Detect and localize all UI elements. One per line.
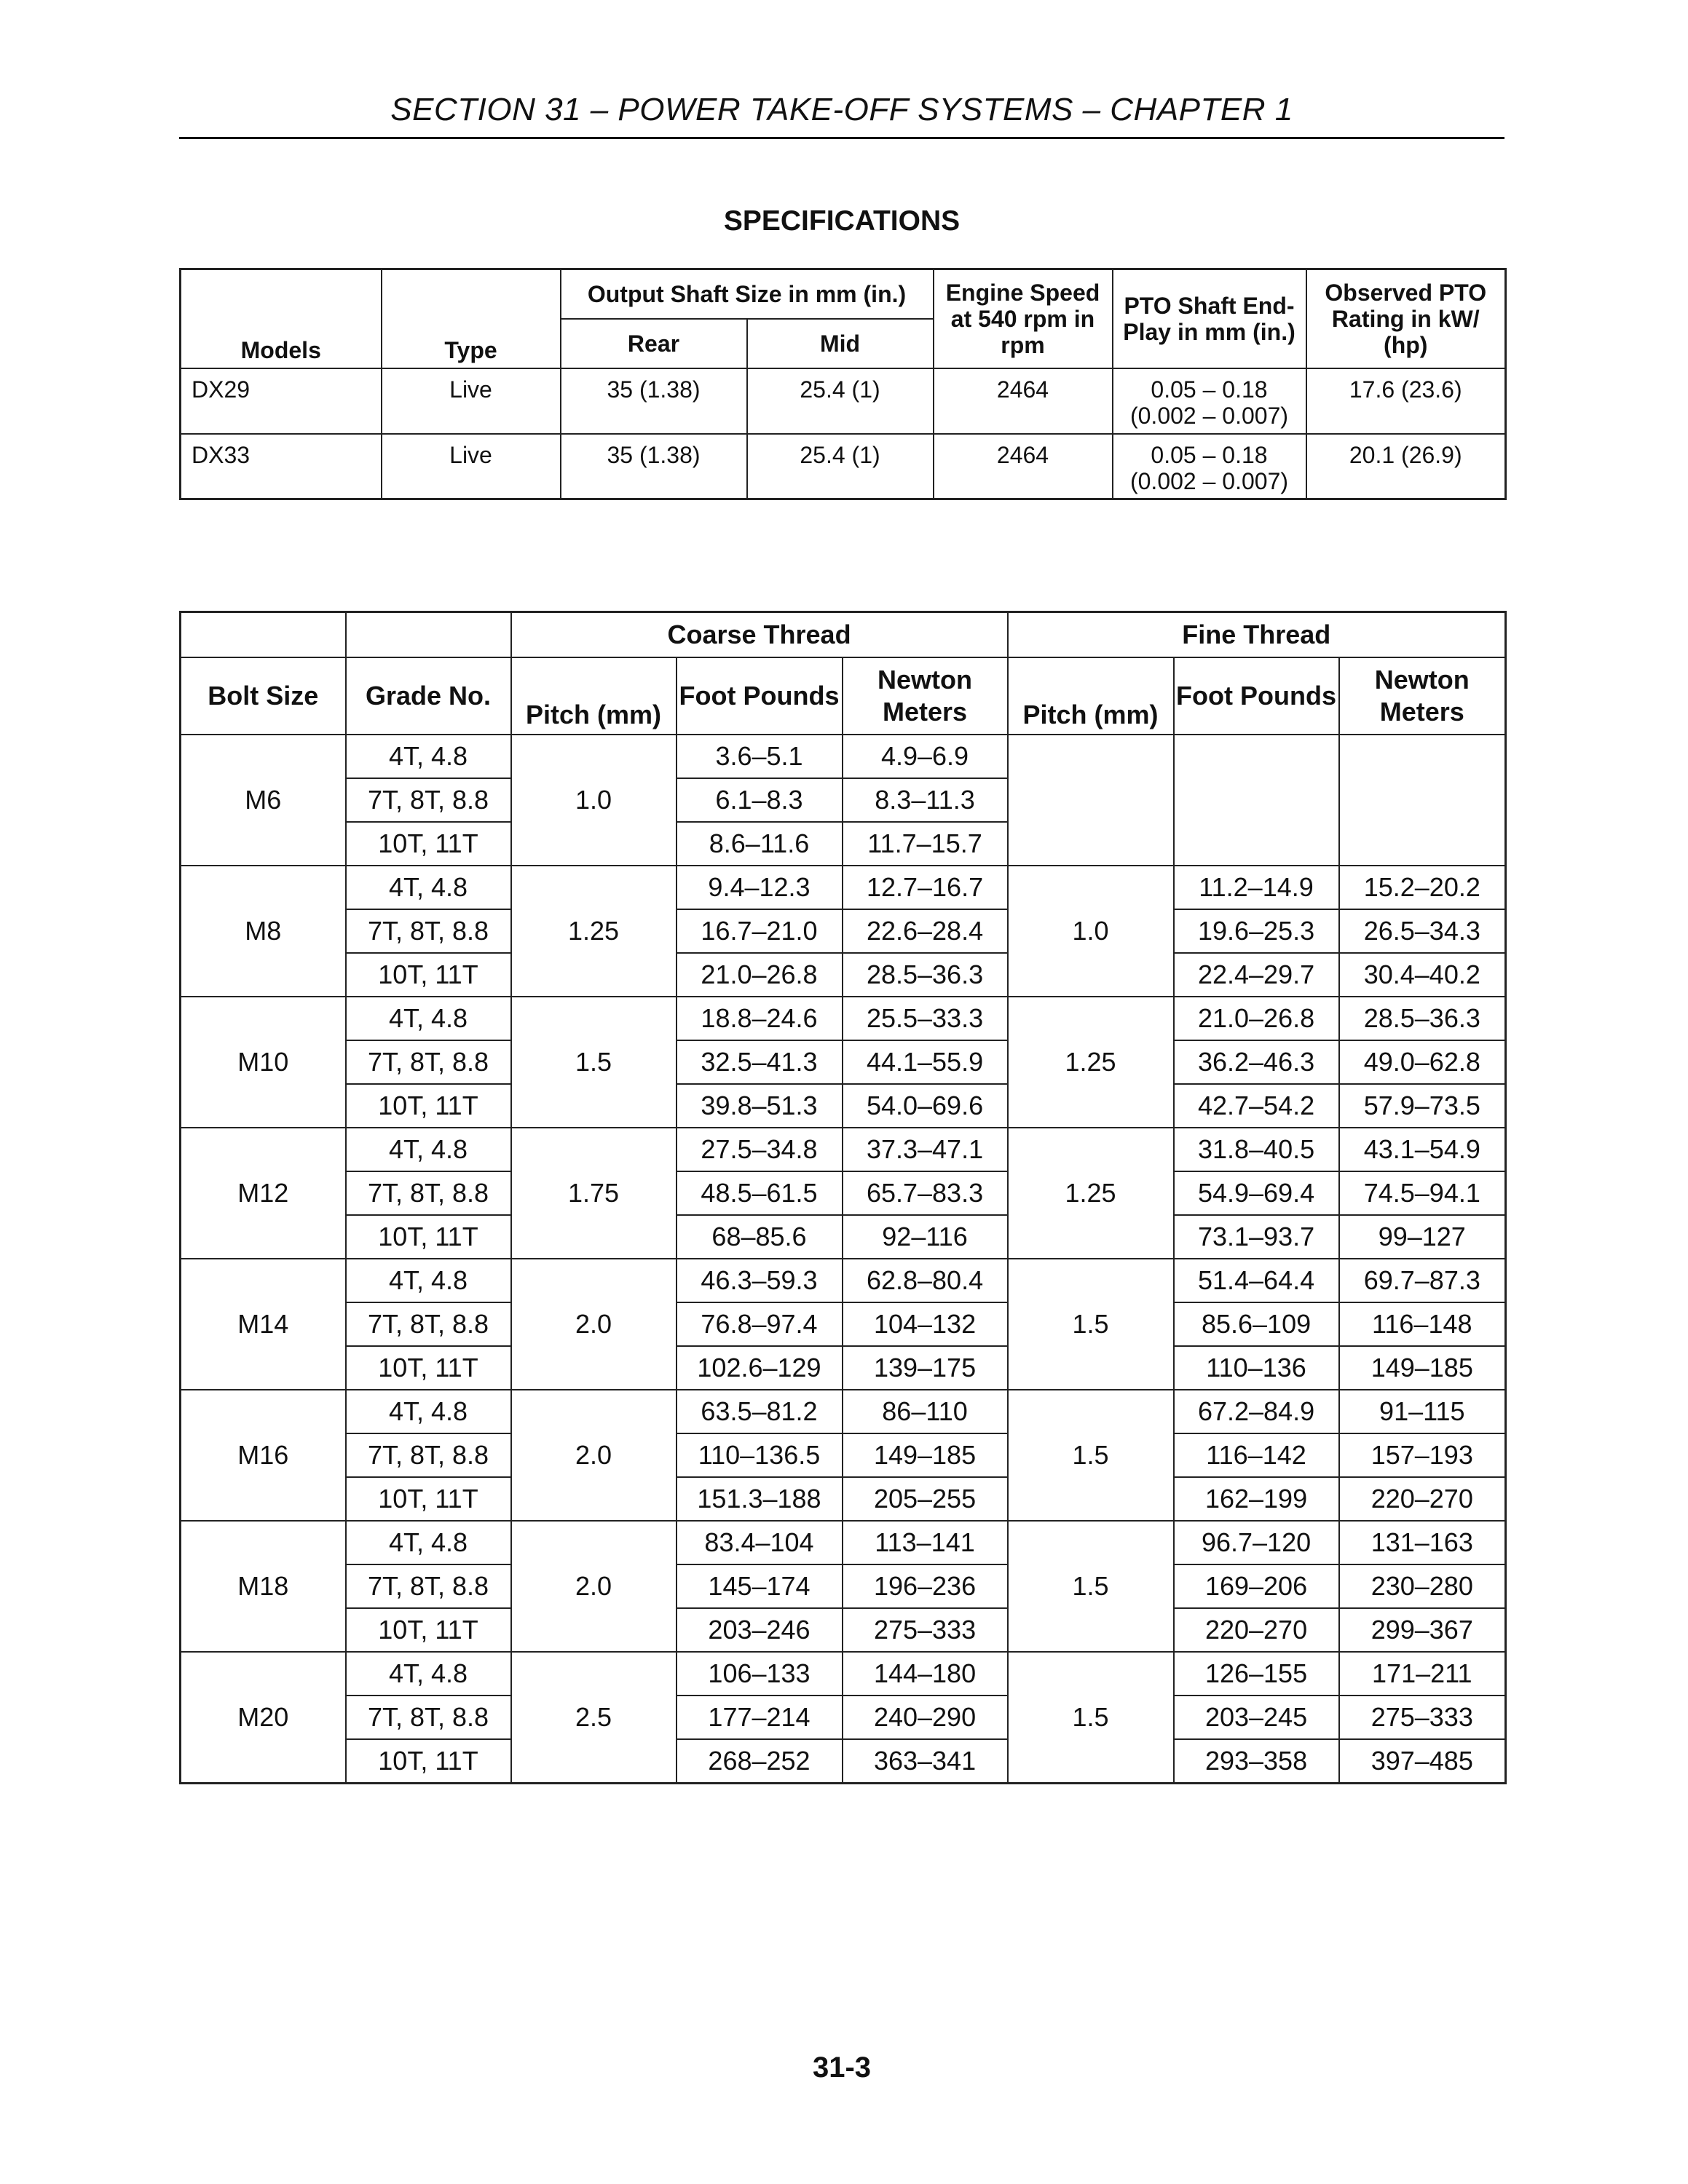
coarse-foot-pounds-cell: 110–136.5	[677, 1433, 843, 1477]
fine-foot-pounds-cell: 116–142	[1174, 1433, 1339, 1477]
fine-foot-pounds-cell: 11.2–14.9	[1174, 866, 1339, 909]
fine-pitch-cell: 1.5	[1008, 1652, 1174, 1784]
endplay-mm: 0.05 – 0.18	[1151, 376, 1268, 403]
fine-newton-meters-cell: 15.2–20.2	[1339, 866, 1506, 909]
header-rear: Rear	[561, 319, 747, 368]
coarse-newton-meters-cell: 275–333	[843, 1608, 1008, 1652]
fine-foot-pounds-cell: 126–155	[1174, 1652, 1339, 1696]
torque-row	[181, 1696, 1506, 1739]
fine-newton-meters-cell: 26.5–34.3	[1339, 909, 1506, 953]
fine-foot-pounds-cell: 169–206	[1174, 1564, 1339, 1608]
fine-foot-pounds-cell: 203–245	[1174, 1696, 1339, 1739]
fine-newton-meters-cell: 131–163	[1339, 1521, 1506, 1564]
section-header: SECTION 31 – POWER TAKE-OFF SYSTEMS – CHAPTER 1	[390, 92, 1293, 127]
header-coarse-foot-pounds: Foot Pounds	[677, 657, 843, 735]
fine-foot-pounds-cell: 96.7–120	[1174, 1521, 1339, 1564]
coarse-newton-meters-cell: 22.6–28.4	[843, 909, 1008, 953]
fine-pitch-cell: 1.5	[1008, 1390, 1174, 1521]
torque-row	[181, 1040, 1506, 1084]
engine-speed-cell: 2464	[934, 368, 1113, 434]
rear-shaft-cell: 35 (1.38)	[561, 434, 747, 499]
grade-cell: 4T, 4.8	[346, 997, 511, 1040]
pto-rating-cell: 17.6 (23.6)	[1306, 368, 1506, 434]
header-fine-thread: Fine Thread	[1008, 612, 1506, 657]
coarse-foot-pounds-cell: 46.3–59.3	[677, 1259, 843, 1302]
endplay-mm: 0.05 – 0.18	[1151, 441, 1268, 468]
torque-row	[181, 1084, 1506, 1128]
torque-row	[181, 953, 1506, 997]
torque-row	[181, 909, 1506, 953]
coarse-newton-meters-cell: 92–116	[843, 1215, 1008, 1259]
coarse-newton-meters-cell: 28.5–36.3	[843, 953, 1008, 997]
fine-foot-pounds-cell: 162–199	[1174, 1477, 1339, 1521]
torque-row	[181, 735, 1506, 778]
fine-foot-pounds-cell: 31.8–40.5	[1174, 1128, 1339, 1171]
fine-foot-pounds-cell: 19.6–25.3	[1174, 909, 1339, 953]
header-fine-newton-meters: Newton Meters	[1339, 657, 1506, 735]
coarse-pitch-cell: 2.0	[511, 1390, 677, 1521]
torque-row	[181, 1521, 1506, 1564]
coarse-newton-meters-cell: 37.3–47.1	[843, 1128, 1008, 1171]
coarse-newton-meters-cell: 113–141	[843, 1521, 1008, 1564]
coarse-foot-pounds-cell: 9.4–12.3	[677, 866, 843, 909]
coarse-foot-pounds-cell: 48.5–61.5	[677, 1171, 843, 1215]
grade-cell: 4T, 4.8	[346, 1390, 511, 1433]
model-cell: DX33	[181, 434, 382, 499]
fine-foot-pounds-cell: 21.0–26.8	[1174, 997, 1339, 1040]
bolt-size-cell: M12	[181, 1128, 346, 1259]
header-fine-foot-pounds: Foot Pounds	[1174, 657, 1339, 735]
torque-row	[181, 997, 1506, 1040]
coarse-foot-pounds-cell: 8.6–11.6	[677, 822, 843, 866]
coarse-newton-meters-cell: 205–255	[843, 1477, 1008, 1521]
grade-cell: 4T, 4.8	[346, 1521, 511, 1564]
coarse-newton-meters-cell: 363–341	[843, 1739, 1008, 1784]
specifications-table	[179, 268, 1507, 500]
coarse-pitch-cell: 1.25	[511, 866, 677, 997]
coarse-foot-pounds-cell: 6.1–8.3	[677, 778, 843, 822]
coarse-newton-meters-cell: 62.8–80.4	[843, 1259, 1008, 1302]
bolt-size-cell: M20	[181, 1652, 346, 1784]
fine-newton-meters-cell: 157–193	[1339, 1433, 1506, 1477]
fine-newton-meters-cell: 149–185	[1339, 1346, 1506, 1390]
coarse-newton-meters-cell: 44.1–55.9	[843, 1040, 1008, 1084]
fine-foot-pounds-cell: 85.6–109	[1174, 1302, 1339, 1346]
header-grade: Grade No.	[346, 657, 511, 735]
fine-foot-pounds-cell	[1174, 735, 1339, 866]
coarse-pitch-cell: 2.0	[511, 1259, 677, 1390]
fine-newton-meters-cell: 69.7–87.3	[1339, 1259, 1506, 1302]
coarse-pitch-cell: 1.5	[511, 997, 677, 1128]
fine-newton-meters-cell: 99–127	[1339, 1215, 1506, 1259]
coarse-newton-meters-cell: 4.9–6.9	[843, 735, 1008, 778]
grade-cell: 7T, 8T, 8.8	[346, 1564, 511, 1608]
bolt-size-cell: M16	[181, 1390, 346, 1521]
bolt-size-cell: M8	[181, 866, 346, 997]
torque-row	[181, 1128, 1506, 1171]
fine-pitch-cell: 1.25	[1008, 1128, 1174, 1259]
grade-cell: 7T, 8T, 8.8	[346, 778, 511, 822]
fine-pitch-cell: 1.25	[1008, 997, 1174, 1128]
coarse-newton-meters-cell: 144–180	[843, 1652, 1008, 1696]
coarse-pitch-cell: 2.0	[511, 1521, 677, 1652]
coarse-newton-meters-cell: 104–132	[843, 1302, 1008, 1346]
coarse-foot-pounds-cell: 18.8–24.6	[677, 997, 843, 1040]
torque-row	[181, 1259, 1506, 1302]
fine-newton-meters-cell: 220–270	[1339, 1477, 1506, 1521]
endplay-in: (0.002 – 0.007)	[1129, 402, 1289, 429]
coarse-foot-pounds-cell: 27.5–34.8	[677, 1128, 843, 1171]
torque-row	[181, 1652, 1506, 1696]
fine-foot-pounds-cell: 67.2–84.9	[1174, 1390, 1339, 1433]
fine-foot-pounds-cell: 36.2–46.3	[1174, 1040, 1339, 1084]
rear-shaft-cell: 35 (1.38)	[561, 368, 747, 434]
coarse-foot-pounds-cell: 76.8–97.4	[677, 1302, 843, 1346]
fine-newton-meters-cell: 57.9–73.5	[1339, 1084, 1506, 1128]
page-number: 31-3	[812, 2052, 872, 2084]
torque-row	[181, 1433, 1506, 1477]
bolt-size-cell: M18	[181, 1521, 346, 1652]
header-blank-grade	[346, 612, 511, 657]
bolt-torque-table	[179, 611, 1507, 1784]
fine-foot-pounds-cell: 293–358	[1174, 1739, 1339, 1784]
coarse-foot-pounds-cell: 268–252	[677, 1739, 843, 1784]
grade-cell: 7T, 8T, 8.8	[346, 1302, 511, 1346]
header-blank-bolt	[181, 612, 346, 657]
torque-row	[181, 1171, 1506, 1215]
fine-newton-meters-cell: 43.1–54.9	[1339, 1128, 1506, 1171]
coarse-newton-meters-cell: 11.7–15.7	[843, 822, 1008, 866]
fine-newton-meters-cell: 230–280	[1339, 1564, 1506, 1608]
fine-foot-pounds-cell: 73.1–93.7	[1174, 1215, 1339, 1259]
coarse-newton-meters-cell: 8.3–11.3	[843, 778, 1008, 822]
endplay-in: (0.002 – 0.007)	[1129, 467, 1289, 494]
coarse-newton-meters-cell: 149–185	[843, 1433, 1008, 1477]
fine-foot-pounds-cell: 42.7–54.2	[1174, 1084, 1339, 1128]
coarse-foot-pounds-cell: 3.6–5.1	[677, 735, 843, 778]
grade-cell: 4T, 4.8	[346, 866, 511, 909]
type-cell: Live	[382, 368, 561, 434]
header-bolt-size: Bolt Size	[181, 657, 346, 735]
coarse-newton-meters-cell: 139–175	[843, 1346, 1008, 1390]
coarse-foot-pounds-cell: 32.5–41.3	[677, 1040, 843, 1084]
grade-cell: 10T, 11T	[346, 1215, 511, 1259]
endplay-cell	[1113, 434, 1306, 499]
grade-cell: 10T, 11T	[346, 1084, 511, 1128]
grade-cell: 4T, 4.8	[346, 735, 511, 778]
header-output-shaft: Output Shaft Size in mm (in.)	[561, 269, 934, 319]
grade-cell: 7T, 8T, 8.8	[346, 1171, 511, 1215]
header-models: Models	[181, 269, 382, 368]
fine-pitch-cell: 1.0	[1008, 866, 1174, 997]
coarse-foot-pounds-cell: 203–246	[677, 1608, 843, 1652]
torque-row	[181, 1302, 1506, 1346]
torque-row	[181, 1608, 1506, 1652]
grade-cell: 10T, 11T	[346, 822, 511, 866]
fine-foot-pounds-cell: 54.9–69.4	[1174, 1171, 1339, 1215]
grade-cell: 7T, 8T, 8.8	[346, 909, 511, 953]
fine-newton-meters-cell: 275–333	[1339, 1696, 1506, 1739]
coarse-newton-meters-cell: 65.7–83.3	[843, 1171, 1008, 1215]
type-cell: Live	[382, 434, 561, 499]
header-rule	[179, 137, 1504, 139]
torque-row	[181, 1739, 1506, 1784]
coarse-pitch-cell: 1.0	[511, 735, 677, 866]
grade-cell: 10T, 11T	[346, 953, 511, 997]
coarse-newton-meters-cell: 25.5–33.3	[843, 997, 1008, 1040]
specifications-title: SPECIFICATIONS	[723, 205, 961, 237]
coarse-foot-pounds-cell: 151.3–188	[677, 1477, 843, 1521]
coarse-foot-pounds-cell: 63.5–81.2	[677, 1390, 843, 1433]
torque-row	[181, 1477, 1506, 1521]
fine-newton-meters-cell: 116–148	[1339, 1302, 1506, 1346]
fine-pitch-cell	[1008, 735, 1174, 866]
coarse-foot-pounds-cell: 102.6–129	[677, 1346, 843, 1390]
fine-newton-meters-cell: 74.5–94.1	[1339, 1171, 1506, 1215]
header-engine-speed: Engine Speed at 540 rpm in rpm	[934, 269, 1113, 368]
torque-row	[181, 1346, 1506, 1390]
mid-shaft-cell: 25.4 (1)	[747, 434, 934, 499]
header-observed-pto: Observed PTO Rating in kW/ (hp)	[1306, 269, 1506, 368]
coarse-pitch-cell: 1.75	[511, 1128, 677, 1259]
header-fine-pitch: Pitch (mm)	[1008, 657, 1174, 735]
coarse-newton-meters-cell: 12.7–16.7	[843, 866, 1008, 909]
grade-cell: 10T, 11T	[346, 1608, 511, 1652]
torque-row	[181, 1564, 1506, 1608]
fine-newton-meters-cell: 49.0–62.8	[1339, 1040, 1506, 1084]
grade-cell: 10T, 11T	[346, 1739, 511, 1784]
fine-foot-pounds-cell: 220–270	[1174, 1608, 1339, 1652]
coarse-foot-pounds-cell: 39.8–51.3	[677, 1084, 843, 1128]
fine-pitch-cell: 1.5	[1008, 1259, 1174, 1390]
coarse-foot-pounds-cell: 177–214	[677, 1696, 843, 1739]
header-type: Type	[382, 269, 561, 368]
grade-cell: 4T, 4.8	[346, 1128, 511, 1171]
coarse-foot-pounds-cell: 83.4–104	[677, 1521, 843, 1564]
fine-newton-meters-cell: 299–367	[1339, 1608, 1506, 1652]
bolt-size-cell: M10	[181, 997, 346, 1128]
fine-newton-meters-cell: 91–115	[1339, 1390, 1506, 1433]
grade-cell: 7T, 8T, 8.8	[346, 1696, 511, 1739]
grade-cell: 10T, 11T	[346, 1477, 511, 1521]
grade-cell: 4T, 4.8	[346, 1259, 511, 1302]
coarse-foot-pounds-cell: 21.0–26.8	[677, 953, 843, 997]
coarse-foot-pounds-cell: 68–85.6	[677, 1215, 843, 1259]
fine-foot-pounds-cell: 51.4–64.4	[1174, 1259, 1339, 1302]
header-coarse-pitch: Pitch (mm)	[511, 657, 677, 735]
coarse-newton-meters-cell: 196–236	[843, 1564, 1008, 1608]
torque-row	[181, 866, 1506, 909]
fine-foot-pounds-cell: 110–136	[1174, 1346, 1339, 1390]
grade-cell: 4T, 4.8	[346, 1652, 511, 1696]
fine-pitch-cell: 1.5	[1008, 1521, 1174, 1652]
coarse-pitch-cell: 2.5	[511, 1652, 677, 1784]
bolt-size-cell: M14	[181, 1259, 346, 1390]
fine-newton-meters-cell	[1339, 735, 1506, 866]
fine-newton-meters-cell: 28.5–36.3	[1339, 997, 1506, 1040]
model-cell: DX29	[181, 368, 382, 434]
coarse-newton-meters-cell: 86–110	[843, 1390, 1008, 1433]
fine-newton-meters-cell: 30.4–40.2	[1339, 953, 1506, 997]
mid-shaft-cell: 25.4 (1)	[747, 368, 934, 434]
torque-row	[181, 1215, 1506, 1259]
coarse-newton-meters-cell: 240–290	[843, 1696, 1008, 1739]
spec-row	[181, 434, 1506, 499]
spec-row	[181, 368, 1506, 434]
header-coarse-newton-meters: Newton Meters	[843, 657, 1008, 735]
header-coarse-thread: Coarse Thread	[511, 612, 1008, 657]
header-pto-endplay: PTO Shaft End-Play in mm (in.)	[1113, 269, 1306, 368]
grade-cell: 10T, 11T	[346, 1346, 511, 1390]
coarse-foot-pounds-cell: 16.7–21.0	[677, 909, 843, 953]
grade-cell: 7T, 8T, 8.8	[346, 1040, 511, 1084]
header-mid: Mid	[747, 319, 934, 368]
fine-newton-meters-cell: 397–485	[1339, 1739, 1506, 1784]
fine-newton-meters-cell: 171–211	[1339, 1652, 1506, 1696]
coarse-foot-pounds-cell: 145–174	[677, 1564, 843, 1608]
pto-rating-cell: 20.1 (26.9)	[1306, 434, 1506, 499]
coarse-foot-pounds-cell: 106–133	[677, 1652, 843, 1696]
endplay-cell	[1113, 368, 1306, 434]
bolt-size-cell: M6	[181, 735, 346, 866]
engine-speed-cell: 2464	[934, 434, 1113, 499]
torque-row	[181, 1390, 1506, 1433]
fine-foot-pounds-cell: 22.4–29.7	[1174, 953, 1339, 997]
coarse-newton-meters-cell: 54.0–69.6	[843, 1084, 1008, 1128]
grade-cell: 7T, 8T, 8.8	[346, 1433, 511, 1477]
